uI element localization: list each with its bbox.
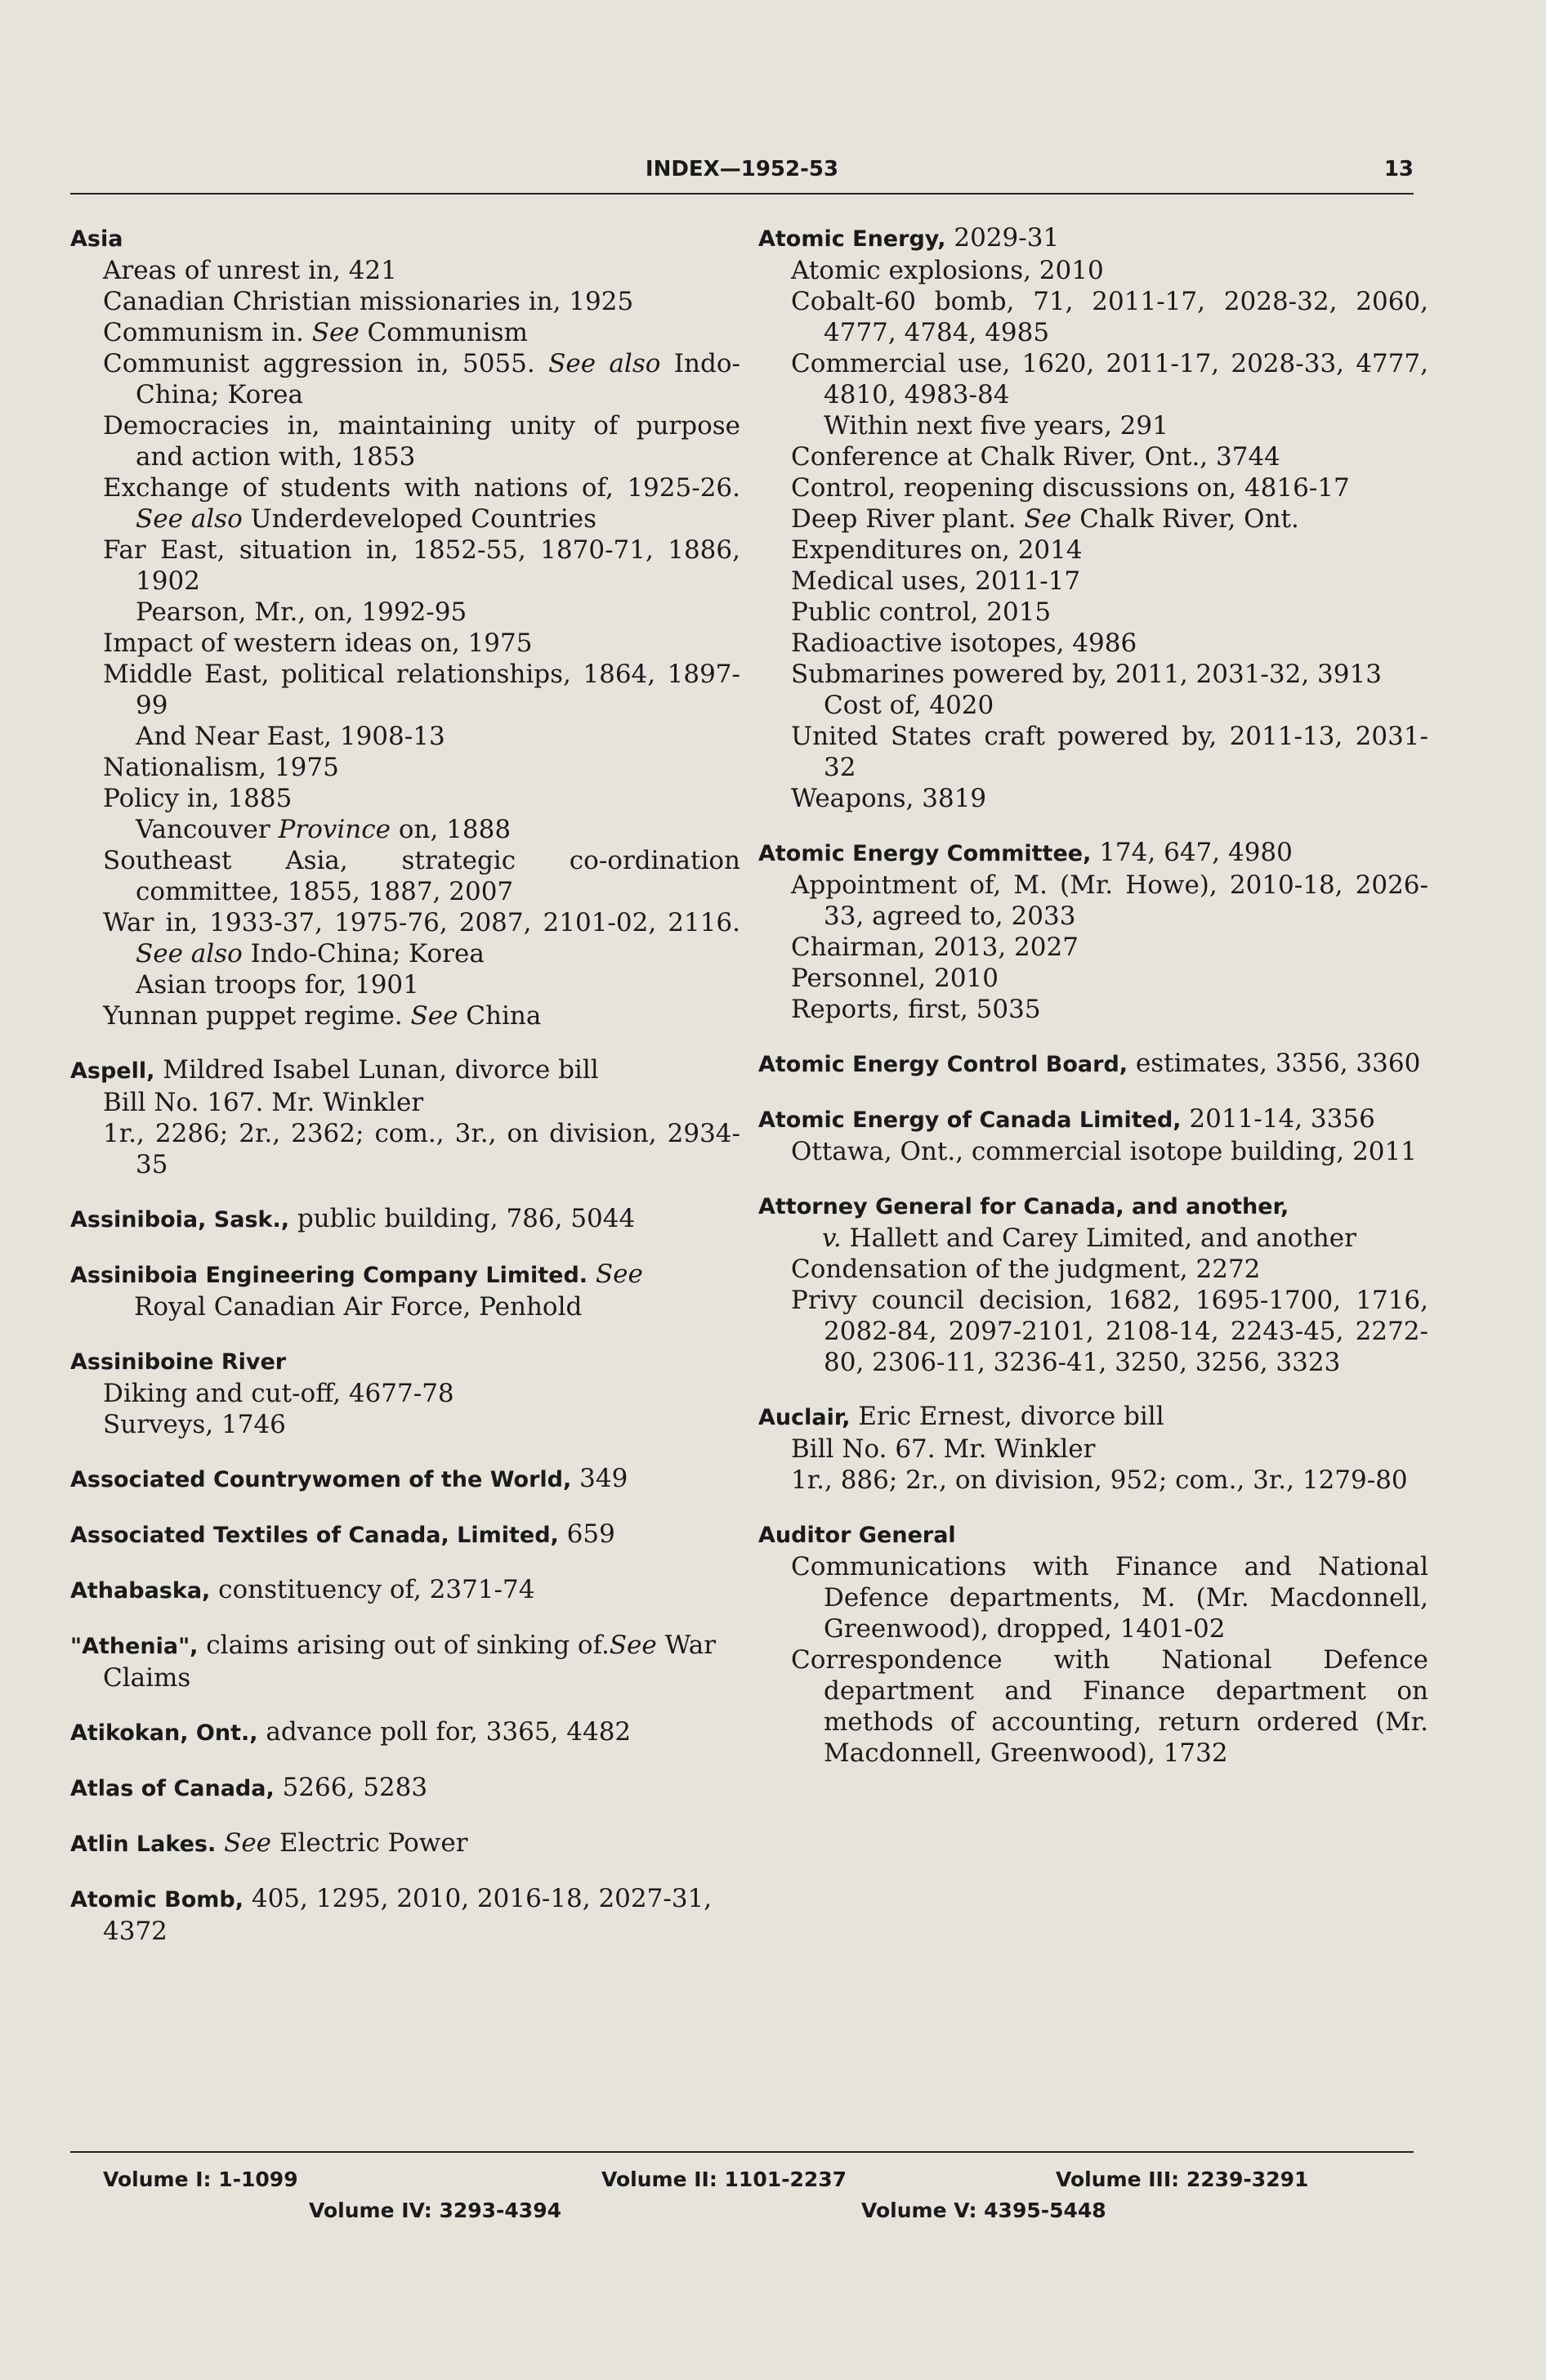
- sub-entry: Canadian Christian missionaries in, 1925: [103, 287, 634, 316]
- volume-1-range: Volume I: 1-1099: [103, 2168, 298, 2191]
- sub-entry: And Near East, 1908-13: [136, 722, 445, 751]
- index-entry: [758, 1519, 1428, 1769]
- sub-entry: 1r., 886; 2r., on division, 952; com., 3r., 1279-80: [791, 1465, 1408, 1495]
- sub-entry: Public control, 2015: [791, 597, 1052, 627]
- see-reference: Province: [278, 815, 391, 844]
- sub-entry-text: Communism in.: [103, 318, 312, 347]
- sub-entry: Medical uses, 2011-17: [791, 566, 1081, 596]
- entry-headword: Athabaska,: [70, 1578, 211, 1604]
- entry-locators: claims arising out of sinking of.: [198, 1631, 610, 1660]
- sub-entry: Middle East, political relationships, 1864, 1897-99: [103, 660, 740, 720]
- sub-entry: Communications with Finance and National Defence departments, M. (Mr. Macdonnell, Greenwood), dropped, 1401-02: [791, 1552, 1428, 1644]
- sub-entry: [70, 317, 740, 348]
- index-entry: [70, 1519, 740, 1551]
- index-entry: [758, 1103, 1428, 1167]
- sub-entry: [70, 348, 740, 410]
- index-entry: [70, 1463, 740, 1496]
- entry-locators: Mildred Isabel Lunan, divorce bill: [154, 1055, 599, 1085]
- entry-locators: 174, 647, 4980: [1091, 838, 1293, 867]
- see-reference: See: [410, 1001, 458, 1031]
- sub-entry-text: Deep River plant.: [791, 504, 1025, 534]
- entry-locators: 349: [571, 1464, 628, 1493]
- heading-continuation: Royal Canadian Air Force, Penhold: [134, 1292, 583, 1322]
- entry-headword: Atomic Energy,: [758, 226, 946, 252]
- see-reference: See also: [136, 939, 243, 969]
- see-reference: See: [609, 1631, 657, 1660]
- entry-headword: Attorney General for Canada, and another,: [758, 1194, 1289, 1219]
- see-reference: See: [1024, 504, 1072, 534]
- sub-entry: Surveys, 1746: [103, 1410, 286, 1439]
- sub-entry-text: Yunnan puppet regime.: [103, 1001, 411, 1031]
- entry-heading-line: [70, 1828, 740, 1860]
- sub-entry: Condensation of the judgment, 2272: [791, 1255, 1261, 1284]
- entry-heading-line: [70, 1054, 740, 1087]
- entry-headword: Assiniboia, Sask.,: [70, 1207, 289, 1232]
- index-entry: [70, 1716, 740, 1749]
- running-head: [70, 157, 1414, 190]
- versus-mark: v.: [822, 1224, 842, 1253]
- entry-headword: Asia: [70, 226, 123, 252]
- sub-entry: [70, 1000, 740, 1031]
- entry-headword: Atomic Energy of Canada Limited,: [758, 1107, 1182, 1133]
- sub-entry-text: Exchange of students with nations of, 1925-26.: [103, 473, 740, 503]
- entry-locators: 2011-14, 3356: [1181, 1104, 1375, 1134]
- index-entry: [70, 1054, 740, 1180]
- volume-5-range: Volume V: 4395-5448: [861, 2199, 1106, 2222]
- entry-locators: 5266, 5283: [274, 1773, 428, 1802]
- entry-heading-line: [70, 222, 740, 255]
- entry-heading-line: [758, 1103, 1428, 1136]
- index-entry: [758, 1401, 1428, 1496]
- entry-heading-line: [70, 1259, 740, 1291]
- sub-entry: Appointment of, M. (Mr. Howe), 2010-18, 2026-33, agreed to, 2033: [791, 870, 1428, 931]
- sub-entry-text: War in, 1933-37, 1975-76, 2087, 2101-02, 2116.: [103, 908, 740, 937]
- index-entry: [758, 837, 1428, 1025]
- page-title: INDEX—1952-53: [645, 157, 839, 181]
- sub-entry: Impact of western ideas on, 1975: [103, 629, 533, 658]
- entry-headword: Associated Countrywomen of the World,: [70, 1467, 572, 1492]
- index-entry: [758, 1048, 1428, 1080]
- entry-headword: Associated Textiles of Canada, Limited,: [70, 1523, 559, 1548]
- entry-locators: estimates, 3356, 3360: [1128, 1049, 1421, 1078]
- see-target: Communism: [359, 318, 528, 347]
- sub-entry: Areas of unrest in, 421: [103, 256, 397, 285]
- sub-entry: [758, 503, 1428, 535]
- index-entry: [70, 1828, 740, 1860]
- sub-entry-text: Communist aggression in, 5055.: [103, 349, 549, 378]
- entry-headword: Auclair,: [758, 1405, 851, 1430]
- page-number: 13: [1383, 157, 1414, 181]
- entry-heading-line: [758, 837, 1428, 870]
- sub-entry: Southeast Asia, strategic co-ordination committee, 1855, 1887, 2007: [103, 846, 740, 906]
- entry-locators: 659: [558, 1519, 615, 1549]
- entry-heading-line: [70, 1345, 740, 1378]
- entry-headword: Atlin Lakes.: [70, 1832, 217, 1857]
- sub-entry: Expenditures on, 2014: [791, 535, 1083, 565]
- sub-entry: United States craft powered by, 2011-13, 2031-32: [791, 722, 1428, 782]
- index-entry: [758, 222, 1428, 814]
- entry-headword: Auditor General: [758, 1523, 956, 1548]
- sub-entry: Correspondence with National Defence department and Finance department on methods of accounting, return ordered (Mr. Macdonnell, Greenwood), 1732: [791, 1645, 1428, 1768]
- sub-entry: Ottawa, Ont., commercial isotope building, 2011: [791, 1137, 1417, 1166]
- see-reference: See: [216, 1828, 272, 1858]
- index-entry: [70, 1259, 740, 1322]
- sub-entry: Pearson, Mr., on, 1992-95: [136, 597, 467, 627]
- volume-footer: [70, 2164, 1414, 2226]
- entry-heading-line: [758, 222, 1428, 255]
- index-entry: [70, 1772, 740, 1805]
- sub-entry: Bill No. 167. Mr. Winkler: [103, 1088, 424, 1117]
- sub-entry: Atomic explosions, 2010: [791, 256, 1104, 285]
- entry-locators: public building, 786, 5044: [288, 1204, 636, 1233]
- entry-heading-line: [70, 1630, 740, 1693]
- sub-entry: Cost of, 4020: [824, 691, 994, 720]
- sub-entry: Personnel, 2010: [791, 964, 999, 993]
- entry-heading-line: [70, 1519, 740, 1551]
- entry-headword: Atomic Energy Control Board,: [758, 1052, 1128, 1077]
- bottom-rule: [70, 2151, 1414, 2153]
- sub-entry: [70, 907, 740, 969]
- sub-entry: Bill No. 67. Mr. Winkler: [791, 1434, 1096, 1464]
- sub-entry: Within next five years, 291: [824, 411, 1168, 441]
- entry-heading-line: [70, 1574, 740, 1607]
- sub-entry: Policy in, 1885: [103, 784, 293, 813]
- see-reference: See: [588, 1259, 643, 1289]
- see-target: Chalk River, Ont.: [1071, 504, 1299, 534]
- index-entry: [70, 1883, 740, 1947]
- index-entry: [70, 1574, 740, 1607]
- entry-headword: Atomic Bomb,: [70, 1887, 244, 1912]
- entry-headword: "Athenia",: [70, 1634, 199, 1659]
- heading-continuation-text: Hallett and Carey Limited, and another: [841, 1224, 1356, 1253]
- entry-heading-line: [758, 1401, 1428, 1434]
- sub-entry: Privy council decision, 1682, 1695-1700, 1716, 2082-84, 2097-2101, 2108-14, 2243-45, 2272-80, 2306-11, 3236-41, 3250, 3256, 3323: [791, 1286, 1428, 1377]
- right-column: [758, 222, 1428, 1792]
- entry-locators: Eric Ernest, divorce bill: [850, 1402, 1164, 1431]
- entry-headword: Atomic Energy Committee,: [758, 841, 1092, 866]
- sub-entry: Democracies in, maintaining unity of purpose and action with, 1853: [103, 411, 740, 472]
- see-reference: See also: [548, 349, 661, 378]
- entry-locators: constituency of, 2371-74: [210, 1575, 535, 1604]
- entry-heading-line: [758, 1048, 1428, 1080]
- sub-entry-text: Vancouver: [136, 815, 279, 844]
- index-entry: [70, 1203, 740, 1236]
- heading-continuation: [758, 1223, 1428, 1254]
- sub-entry: Radioactive isotopes, 4986: [791, 629, 1137, 658]
- sub-entry: Diking and cut-off, 4677-78: [103, 1379, 454, 1408]
- volume-3-range: Volume III: 2239-3291: [1056, 2168, 1309, 2191]
- entry-heading-line: [70, 1463, 740, 1496]
- entry-headword: Atlas of Canada,: [70, 1776, 275, 1801]
- sub-entry: Reports, first, 5035: [791, 995, 1041, 1024]
- sub-entry: [70, 472, 740, 535]
- index-entry: [70, 1630, 740, 1693]
- entry-headword: Assiniboine River: [70, 1349, 287, 1375]
- entry-locators: 405, 1295, 2010, 2016-18, 2027-31, 4372: [103, 1884, 713, 1946]
- entry-headword: Aspell,: [70, 1058, 155, 1084]
- entry-heading-line: [70, 1203, 740, 1236]
- entry-headword: Assiniboia Engineering Company Limited.: [70, 1263, 588, 1288]
- left-column: [70, 222, 740, 1970]
- volume-4-range: Volume IV: 3293-4394: [309, 2199, 561, 2222]
- see-target: Underdeveloped Countries: [242, 504, 597, 534]
- sub-entry: Commercial use, 1620, 2011-17, 2028-33, 4777, 4810, 4983-84: [791, 349, 1428, 409]
- entry-heading-line: [70, 1716, 740, 1749]
- sub-entry: [70, 814, 740, 845]
- sub-entry: Submarines powered by, 2011, 2031-32, 3913: [791, 660, 1382, 689]
- index-entry: [70, 1345, 740, 1440]
- sub-entry: Nationalism, 1975: [103, 753, 339, 782]
- sub-entry: Asian troops for, 1901: [136, 970, 419, 1000]
- see-reference: See: [311, 318, 360, 347]
- entry-headword: Atikokan, Ont.,: [70, 1720, 258, 1746]
- entry-locators: 2029-31: [945, 223, 1060, 253]
- index-entry: [758, 1190, 1428, 1378]
- see-target: on, 1888: [390, 815, 512, 844]
- see-target: Electric Power: [271, 1828, 468, 1858]
- see-reference: See also: [136, 504, 243, 534]
- sub-entry: Far East, situation in, 1852-55, 1870-71, 1886, 1902: [103, 535, 740, 596]
- entry-heading-line: [758, 1190, 1428, 1223]
- index-entry: [70, 222, 740, 1031]
- entry-heading-line: [70, 1772, 740, 1805]
- volume-2-range: Volume II: 1101-2237: [601, 2168, 847, 2191]
- see-target: Indo-China; Korea: [242, 939, 485, 969]
- entry-heading-line: [70, 1883, 740, 1947]
- sub-entry: 1r., 2286; 2r., 2362; com., 3r., on division, 2934-35: [103, 1119, 740, 1179]
- entry-locators: advance poll for, 3365, 4482: [257, 1717, 632, 1747]
- entry-heading-line: [758, 1519, 1428, 1551]
- sub-entry: Control, reopening discussions on, 4816-17: [791, 473, 1350, 503]
- sub-entry: Cobalt-60 bomb, 71, 2011-17, 2028-32, 2060, 4777, 4784, 4985: [791, 287, 1428, 347]
- sub-entry: Conference at Chalk River, Ont., 3744: [791, 442, 1280, 472]
- see-target: China: [458, 1001, 542, 1031]
- sub-entry: Chairman, 2013, 2027: [791, 933, 1079, 962]
- see-target: War Claims: [103, 1631, 717, 1693]
- see-target: Indo-China; Korea: [136, 349, 740, 409]
- sub-entry: Weapons, 3819: [791, 784, 987, 813]
- top-rule: [70, 193, 1414, 195]
